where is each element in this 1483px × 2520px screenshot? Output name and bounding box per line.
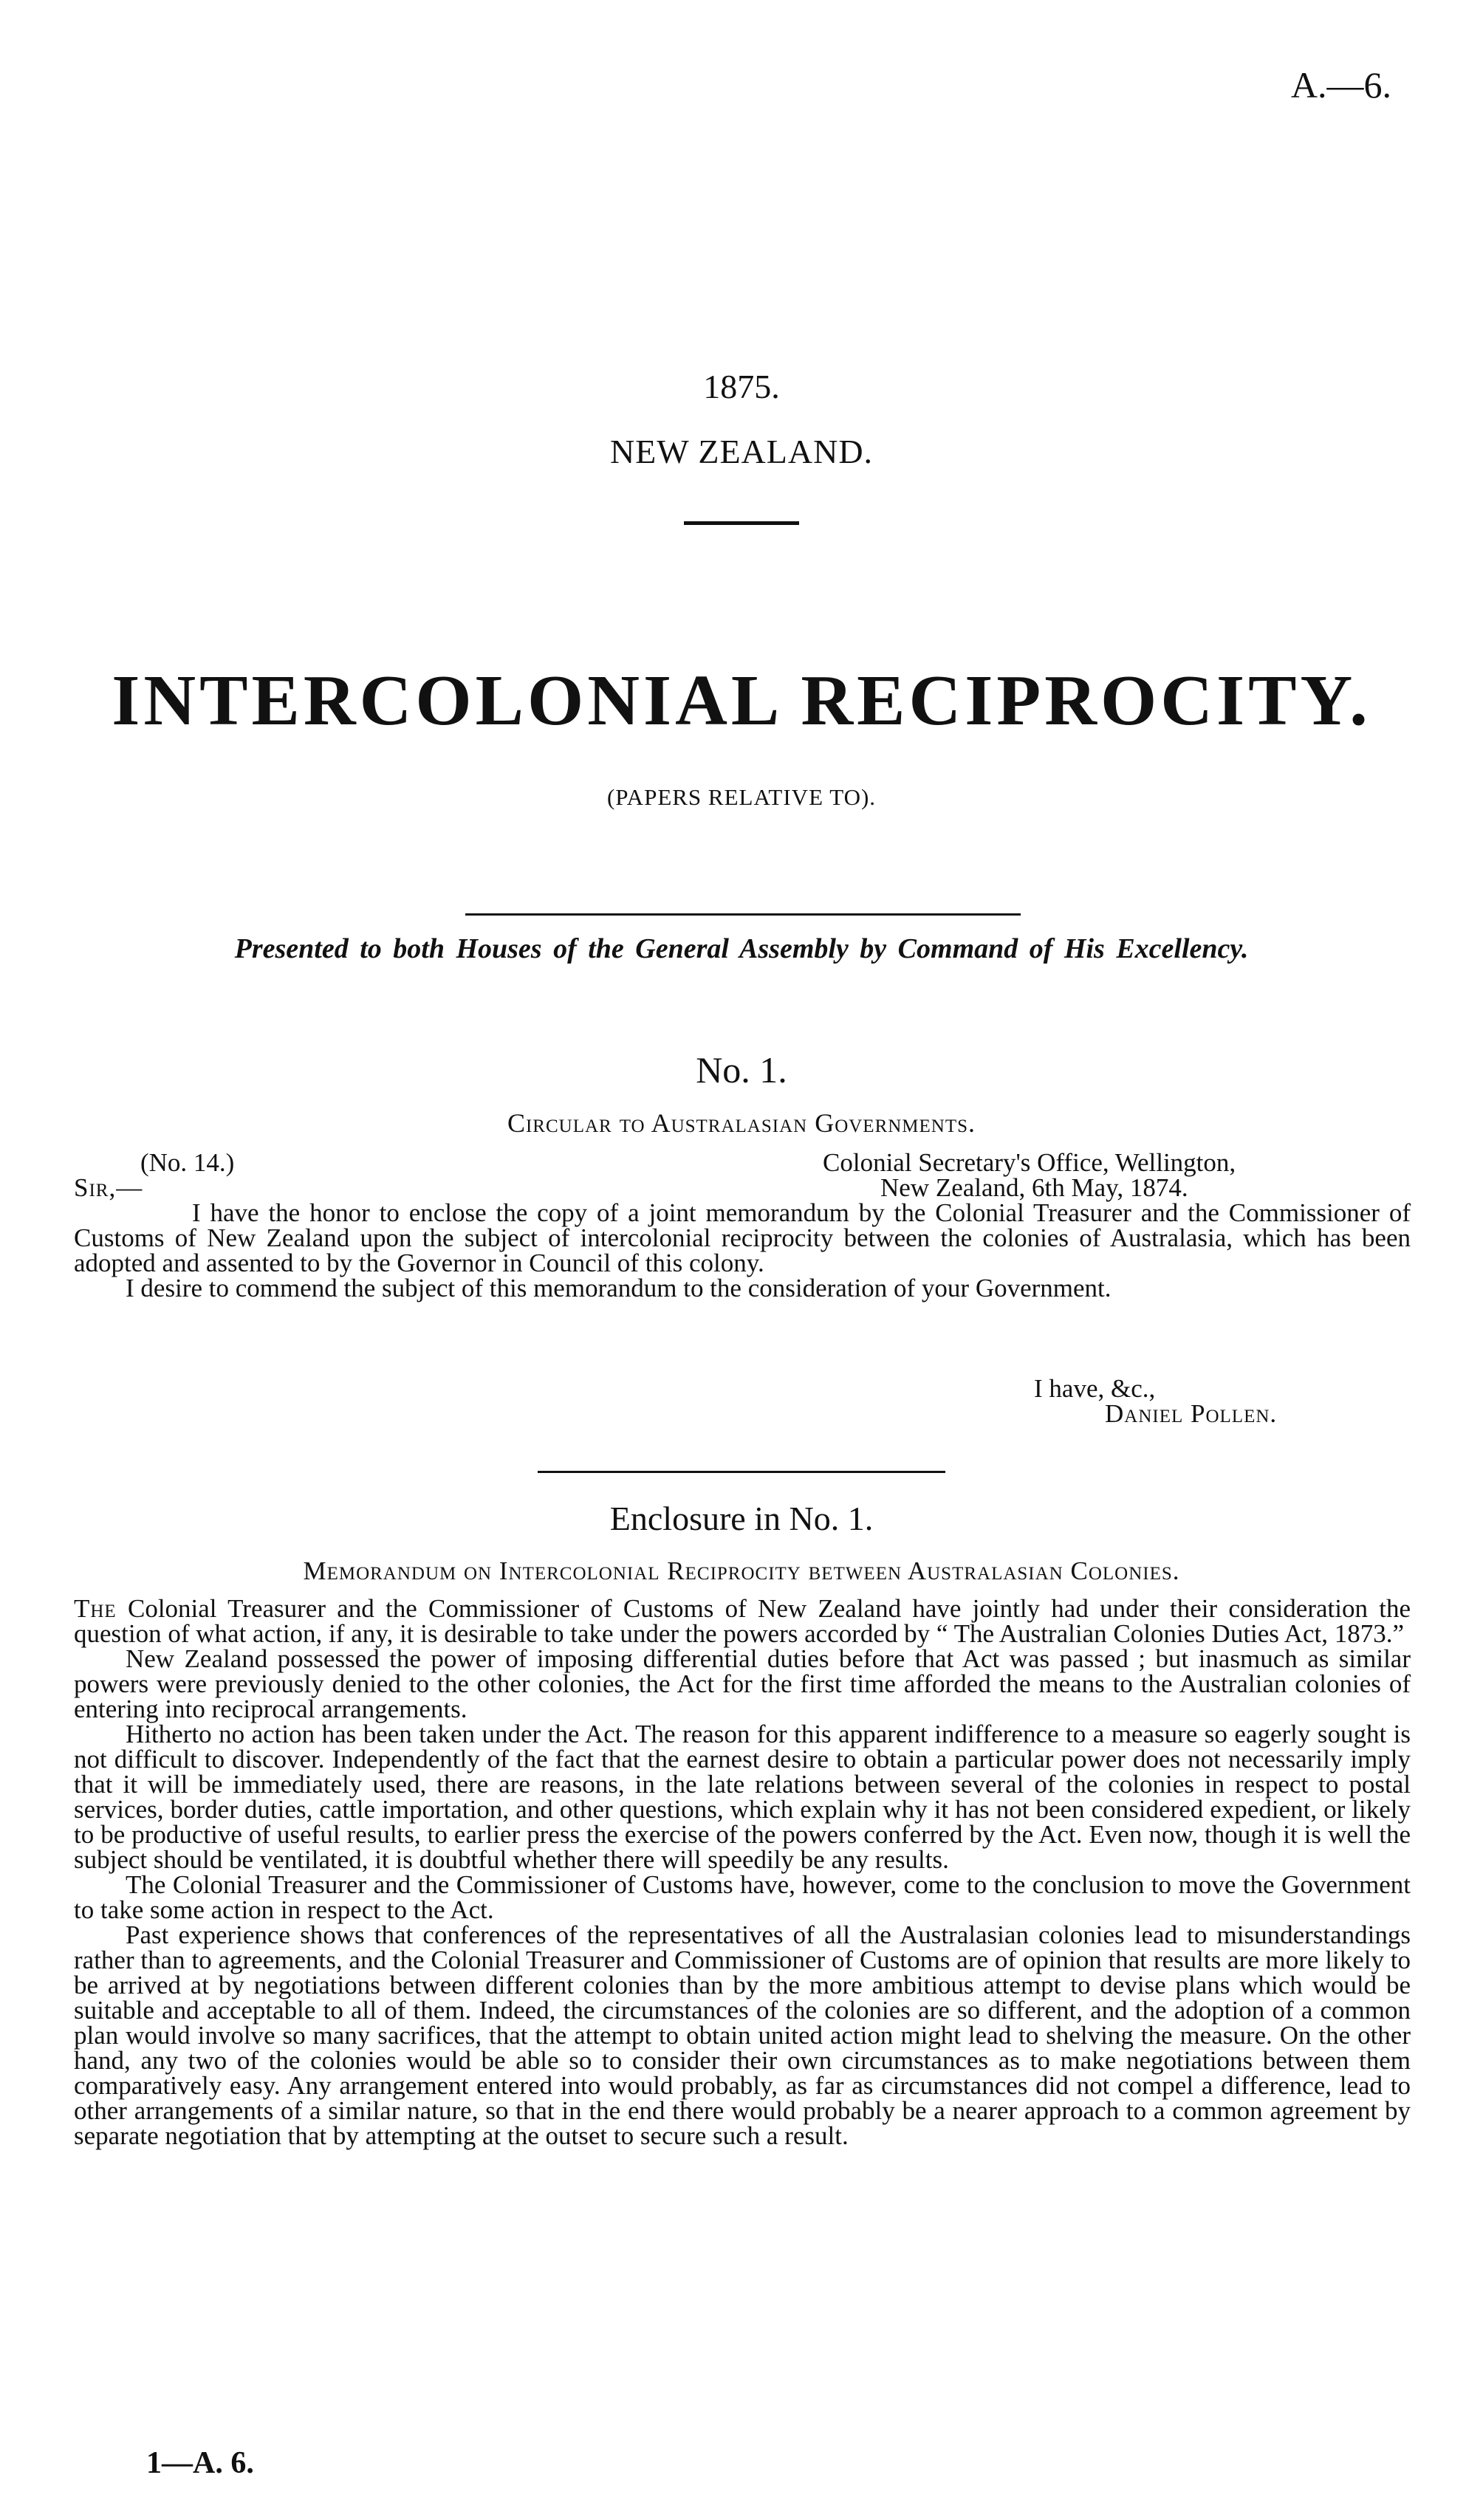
- memo-paragraph-5: Past experience shows that conferences of the representatives of all the Australasian colonies lead to misunderstandings rather than to agreements, and the Colonial Treasurer and Commissioner of Customs are of opinion that results are more likely to be arrived at by negotiations between different colonies than by the more ambitious attempt to devise plans which would be suitable and acceptable to all of them. Indeed, the circumstances of the colonies are so different, and the adoption of a common plan would involve so many sacrifices, that the attempt to obtain united action might lead to shelving the measure. On the other hand, any two of the colonies would be able so to consider their own circumstances as to make negotiations between them comparatively easy. Any arrangement entered into would probably, as far as circumstances did not compel a difference, lead to other arrangements of a similar nature, so that in the end there would probably be a nearer approach to a common agreement by separate negotiation that by attempting at the outset to secure such a result.: [74, 1920, 1411, 2150]
- document-country: NEW ZEALAND.: [609, 433, 874, 470]
- memo-paragraph-1-text: Colonial Treasurer and the Commissioner of Customs of New Zealand have jointly had under their consideration the question of what action, if any, it is desirable to take under the powers accorded by “ The Australian Colonies Duties Act, 1873.”: [74, 1594, 1411, 1648]
- letter-number: No. 1.: [696, 1049, 787, 1091]
- enclosure-heading: Enclosure in No. 1.: [609, 1500, 874, 1537]
- letter-body: [74, 1198, 1411, 1302]
- letter-ref: (No. 14.): [140, 1148, 235, 1177]
- memo-paragraph-3: Hitherto no action has been taken under the Act. The reason for this apparent indifference to a measure so eagerly sought is not difficult to discover. Independently of the fact that the earnest desire to obtain a particular power does not necessarily imply that it will be immediately used, there are reasons, in the late relations between several of the colonies in respect to postal services, border duties, cattle importation, and other questions, which explain why it has not been considered expedient, or likely to be productive of useful results, to earlier press the exercise of the powers conferred by the Act. Even now, though it is well the subject should be ventilated, it is doubtful whether there will speedily be any results.: [74, 1720, 1411, 1874]
- letter-paragraph-1: I have the honor to enclose the copy of a joint memorandum by the Colonial Treasurer and the Commissioner of Customs of New Zealand upon the subject of intercolonial reciprocity between the colonies of Australasia, which has been adopted and assented to by the Governor in Council of this colony.: [74, 1198, 1411, 1277]
- presented-line: Presented to both Houses of the General Assembly by Command of His Excellency.: [234, 933, 1249, 964]
- address-line-1: Colonial Secretary's Office, Wellington,: [823, 1148, 1236, 1177]
- salutation: Sir,—: [74, 1173, 143, 1202]
- page-code: A.—6.: [1290, 64, 1391, 106]
- letter-closing: I have, &c.,: [1034, 1374, 1156, 1403]
- letter-paragraph-2: I desire to commend the subject of this memorandum to the consideration of your Government.: [126, 1274, 1112, 1302]
- document-subtitle: (PAPERS RELATIVE TO).: [606, 784, 877, 810]
- enclosure-divider: [538, 1471, 945, 1473]
- presented-divider: [465, 913, 1021, 916]
- document-title: INTERCOLONIAL RECIPROCITY.: [112, 661, 1371, 741]
- document-year: 1875.: [703, 368, 780, 405]
- memo-paragraph-2: New Zealand possessed the power of imposing differential duties before that Act was passed ; but inasmuch as similar powers were previously denied to the other colonies, the Act for the first time afforded the means to the Australian colonies of entering into reciprocal arrangements.: [74, 1644, 1411, 1723]
- page-footer-code: 1—A. 6.: [146, 2446, 254, 2480]
- memorandum-title: Memorandum on Intercolonial Reciprocity between Australasian Colonies.: [303, 1556, 1180, 1585]
- short-divider: [684, 521, 799, 525]
- letter-signature: Daniel Pollen.: [1105, 1399, 1278, 1428]
- memo-paragraph-1: [74, 1596, 1411, 1647]
- memorandum-body: [74, 1596, 1411, 2149]
- circular-heading: Circular to Australasian Governments.: [507, 1108, 976, 1138]
- address-line-2: New Zealand, 6th May, 1874.: [880, 1173, 1188, 1202]
- memo-first-word: The: [74, 1594, 117, 1623]
- memo-paragraph-4: The Colonial Treasurer and the Commissioner of Customs have, however, come to the conclusion to move the Government to take some action in respect to the Act.: [74, 1870, 1411, 1924]
